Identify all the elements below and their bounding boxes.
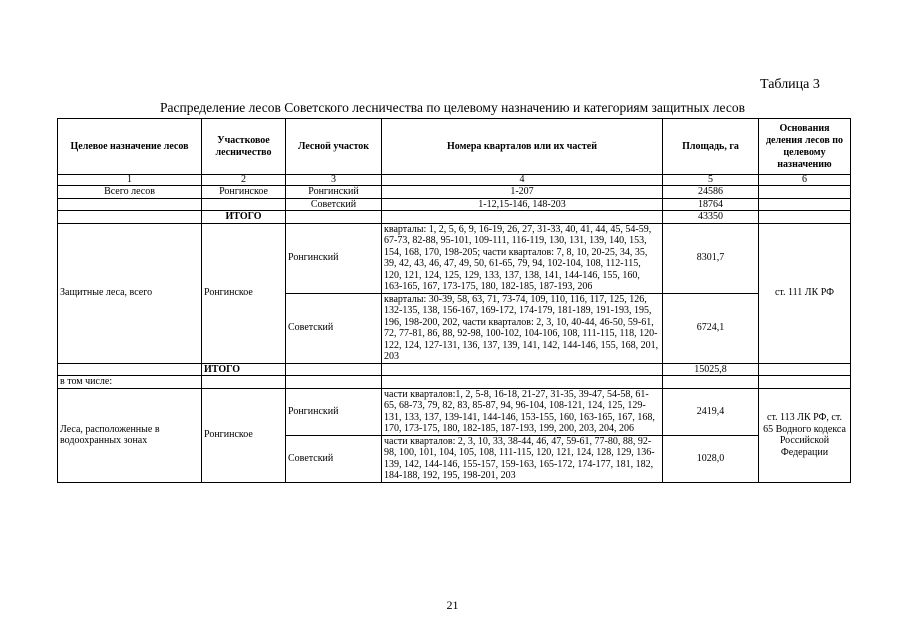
quarters-cell: части кварталов: 2, 3, 10, 33, 38-44, 46, 47, 59-61, 77-80, 88, 92-98, 100, 101, 104, 105, 108, 111-115, 120, 121, 124, 128, 129, 136-139, 142, 144-146, 155-157, 159-163, 165-172, 174-177, 181, 182, 184-188, 192, 195, 198-201, 203: [382, 435, 663, 482]
total-area: 15025,8: [663, 363, 759, 376]
total-row: [58, 211, 851, 224]
header-quarters: Номера кварталов или их частей: [382, 119, 663, 175]
area-cell: 18764: [663, 198, 759, 211]
basis-cell: [759, 376, 851, 389]
area-cell: 24586: [663, 186, 759, 199]
district-cell: [202, 198, 286, 211]
area-cell: 6724,1: [663, 293, 759, 363]
basis-cell: ст. 113 ЛК РФ, ст. 65 Водного кодекса Российской Федерации: [759, 388, 851, 482]
total-label: ИТОГО: [202, 211, 286, 224]
area-cell: 1028,0: [663, 435, 759, 482]
purpose-cell: Леса, расположенные в водоохранных зонах: [58, 388, 202, 482]
site-cell: Ронгинский: [286, 388, 382, 435]
total-row: [58, 363, 851, 376]
column-number: 1: [58, 175, 202, 186]
site-cell: [286, 376, 382, 389]
district-cell: Ронгинское: [202, 223, 286, 363]
column-number: 2: [202, 175, 286, 186]
column-number-row: [58, 175, 851, 186]
basis-cell: [759, 363, 851, 376]
column-number: 4: [382, 175, 663, 186]
site-cell: Советский: [286, 198, 382, 211]
forest-distribution-table: [57, 118, 851, 483]
purpose-cell: [58, 198, 202, 211]
quarters-cell: кварталы: 30-39, 58, 63, 71, 73-74, 109, 110, 116, 117, 125, 126, 132-135, 138, 156-167, 169-172, 174-179, 181-189, 191-193, 195, 196, 198-200, 202, части кварталов: 2, 3, 10, 40-44, 46-50, 59-61, 72, 77-81, 86, 88, 92-98, 100-102, 104-106, 108, 111-115, 118, 120-122, 124, 127-131, 136, 137, 139, 141, 142, 144-146, 155, 168, 201, 203: [382, 293, 663, 363]
quarters-cell: 1-12,15-146, 148-203: [382, 198, 663, 211]
header-site: Лесной участок: [286, 119, 382, 175]
site-cell: Ронгинский: [286, 186, 382, 199]
quarters-cell: кварталы: 1, 2, 5, 6, 9, 16-19, 26, 27, 31-33, 40, 41, 44, 45, 54-59, 67-73, 82-88, 95-101, 109-111, 116-119, 130, 131, 139, 140, 153, 154, 168, 170, 198-205; части кварталов: 7, 8, 10, 20-25, 34, 35, 39, 42, 43, 46, 47, 49, 50, 61-65, 79, 94, 102-104, 108, 112-115, 120, 121, 124, 125, 129, 133, 137, 138, 141, 144-146, 155, 160, 163-165, 167, 173-175, 180, 182-185, 187-193, 206: [382, 223, 663, 293]
total-label: ИТОГО: [202, 363, 286, 376]
purpose-cell: [58, 363, 202, 376]
basis-cell: [759, 198, 851, 211]
table-row: [58, 198, 851, 211]
district-cell: Ронгинское: [202, 186, 286, 199]
quarters-cell: части кварталов:1, 2, 5-8, 16-18, 21-27, 31-35, 39-47, 54-58, 61-65, 68-73, 79, 82, 83, 85-87, 94, 96-104, 108-121, 124, 125, 129-131, 133, 137, 139-141, 144-146, 153-155, 160, 163-165, 167, 168, 170, 173-175, 180, 182-185, 187-193, 199, 200, 203, 204, 206: [382, 388, 663, 435]
area-cell: [663, 376, 759, 389]
total-area: 43350: [663, 211, 759, 224]
table-label: Таблица 3: [760, 77, 820, 92]
including-label: в том числе:: [58, 376, 202, 389]
header-row: [58, 119, 851, 175]
table-row: [58, 388, 851, 435]
site-cell: Советский: [286, 435, 382, 482]
basis-cell: [759, 186, 851, 199]
site-cell: [286, 211, 382, 224]
purpose-cell: [58, 211, 202, 224]
purpose-cell: Всего лесов: [58, 186, 202, 199]
including-row: [58, 376, 851, 389]
table-row: [58, 186, 851, 199]
quarters-cell: [382, 363, 663, 376]
header-basis: Основания деления лесов по целевому назначению: [759, 119, 851, 175]
basis-cell: [759, 211, 851, 224]
area-cell: 8301,7: [663, 223, 759, 293]
header-purpose: Целевое назначение лесов: [58, 119, 202, 175]
site-cell: Советский: [286, 293, 382, 363]
district-cell: Ронгинское: [202, 388, 286, 482]
basis-cell: ст. 111 ЛК РФ: [759, 223, 851, 363]
table-caption: Распределение лесов Советского лесничества по целевому назначению и категориям защитных лесов: [159, 100, 745, 115]
site-cell: Ронгинский: [286, 223, 382, 293]
district-cell: [202, 376, 286, 389]
header-area: Площадь, га: [663, 119, 759, 175]
column-number: 3: [286, 175, 382, 186]
header-district: Участковое лесничество: [202, 119, 286, 175]
area-cell: 2419,4: [663, 388, 759, 435]
column-number: 6: [759, 175, 851, 186]
purpose-cell: Защитные леса, всего: [58, 223, 202, 363]
table-row: [58, 223, 851, 293]
column-number: 5: [663, 175, 759, 186]
quarters-cell: [382, 211, 663, 224]
quarters-cell: [382, 376, 663, 389]
quarters-cell: 1-207: [382, 186, 663, 199]
page-number: 21: [446, 598, 459, 612]
site-cell: [286, 363, 382, 376]
